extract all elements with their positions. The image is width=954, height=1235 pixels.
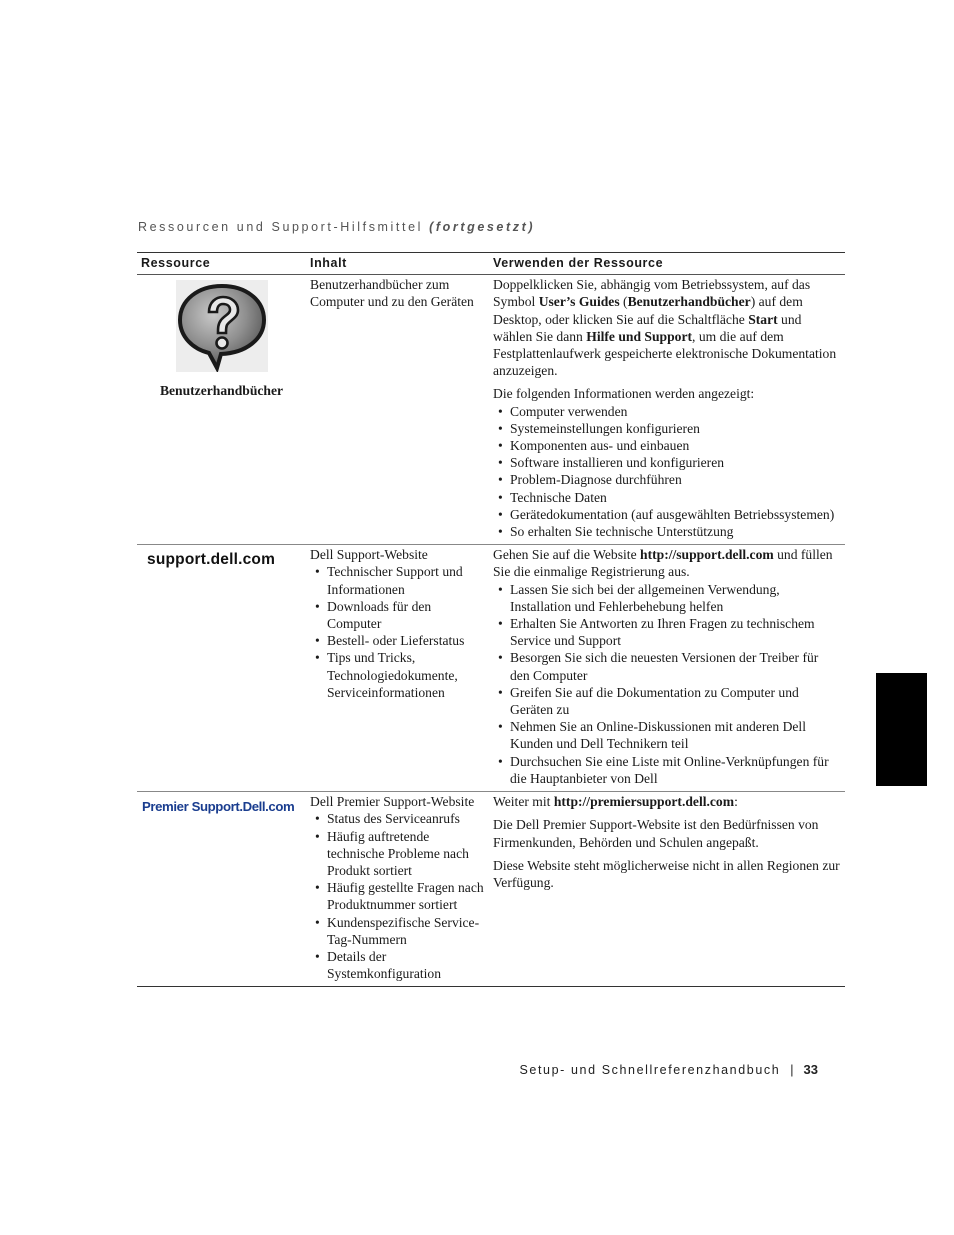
usage-paragraph: Die Dell Premier Support-Website ist den Bedürfnissen von Firmenkunden, Behörden und Schulen angepaßt. [493, 817, 819, 850]
header-verwenden: Verwenden der Ressource [489, 253, 845, 275]
list-item: • Computer verwenden [510, 403, 841, 420]
content-cell [306, 275, 489, 545]
content-cell [306, 792, 489, 987]
list-item: • Häufig gestellte Fragen nach Produktnummer sortiert [327, 879, 485, 913]
list-item: • Downloads für den Computer [327, 598, 485, 632]
list-item: • Komponenten aus- und einbauen [510, 437, 841, 454]
resource-cell [137, 792, 306, 987]
resource-cell [137, 275, 306, 545]
resource-table [137, 252, 845, 987]
header-inhalt: Inhalt [306, 253, 489, 275]
chapter-tab [876, 673, 927, 786]
content-title: Dell Support-Website [310, 547, 428, 563]
list-item: • Technischer Support und Informationen [327, 563, 485, 597]
list-item: • Nehmen Sie an Online-Diskussionen mit anderen Dell Kunden und Dell Technikern teil [510, 718, 841, 752]
list-item: • Bestell- oder Lieferstatus [327, 632, 485, 649]
content-title: Dell Premier Support-Website [310, 794, 475, 810]
list-item: • Technische Daten [510, 489, 841, 506]
header-ressource: Ressource [137, 253, 306, 275]
content-list [310, 810, 485, 982]
list-item: • Kundenspezifische Service-Tag-Nummern [327, 914, 485, 948]
list-item: • Status des Serviceanrufs [327, 810, 485, 827]
table-row [137, 792, 845, 987]
table-row [137, 275, 845, 545]
usage-cell [489, 545, 845, 792]
support-url: http://support.dell.com [640, 547, 774, 563]
list-item: • Häufig auftretende technische Probleme nach Produkt sortiert [327, 828, 485, 880]
content-cell [306, 545, 489, 792]
footer-separator: | [790, 1063, 794, 1077]
page-number: 33 [803, 1062, 818, 1077]
table-header-row [137, 253, 845, 275]
table-row [137, 545, 845, 792]
list-item: • Erhalten Sie Antworten zu Ihren Fragen zu technischem Service und Support [510, 615, 841, 649]
question-mark-speech-bubble-icon [141, 276, 302, 376]
content-text: Benutzerhandbücher zum Computer und zu den Geräten [310, 277, 474, 310]
list-item: • Software installieren und konfigurieren [510, 454, 841, 471]
resource-cell [137, 545, 306, 792]
list-item: • Problem-Diagnose durchführen [510, 471, 841, 488]
usage-paragraph: Diese Website steht möglicherweise nicht in allen Regionen zur Verfügung. [493, 857, 840, 890]
content-list [310, 563, 485, 701]
usage-text: Weiter mit http://premiersupport.dell.com: [493, 794, 738, 810]
usage-intro: Die folgenden Informationen werden angezeigt: [493, 386, 755, 402]
usage-cell [489, 792, 845, 987]
list-item: • Gerätedokumentation (auf ausgewählten Betriebssystemen) [510, 506, 841, 523]
page-footer [519, 1062, 818, 1077]
resource-label: Benutzerhandbücher [159, 383, 284, 399]
table-caption [138, 220, 535, 234]
usage-cell [489, 275, 845, 545]
list-item: • So erhalten Sie technische Unterstützung [510, 523, 841, 540]
caption-title: Ressourcen und Support-Hilfsmittel [138, 220, 424, 234]
usage-text: Doppelklicken Sie, abhängig vom Betriebssystem, auf das Symbol User’s Guides (Benutzerhandbücher) auf dem Desktop, oder klicken Sie auf die Schaltfläche Start und wählen Sie dann Hilfe und Support, um die auf dem Festplattenlaufwerk gespeicherte elektronische Dokumentation anzuzeigen. [493, 277, 837, 379]
list-item: • Greifen Sie auf die Dokumentation zu Computer und Geräten zu [510, 684, 841, 718]
list-item: • Durchsuchen Sie eine Liste mit Online-Verknüpfungen für die Hauptanbieter von Dell [510, 753, 841, 787]
list-item: • Tips und Tricks, Technologiedokumente, Serviceinformationen [327, 649, 485, 701]
premier-support-logo: Premier Support.Dell.com [142, 799, 295, 815]
list-item: • Lassen Sie sich bei der allgemeinen Verwendung, Installation und Fehlerbehebung helfen [510, 581, 841, 615]
support-dell-logo: support.dell.com [147, 551, 276, 569]
list-item: • Details der Systemkonfiguration [327, 948, 485, 982]
list-item: • Systemeinstellungen konfigurieren [510, 420, 841, 437]
footer-title: Setup- und Schnellreferenzhandbuch [519, 1063, 781, 1077]
usage-list [493, 403, 841, 541]
list-item: • Besorgen Sie sich die neuesten Versionen der Treiber für den Computer [510, 649, 841, 683]
caption-continued: (fortgesetzt) [429, 220, 536, 234]
usage-list [493, 581, 841, 787]
premier-url: http://premiersupport.dell.com [553, 794, 735, 810]
usage-text: Gehen Sie auf die Website http://support.dell.com und füllen Sie die einmalige Registrierung aus. [493, 547, 833, 580]
